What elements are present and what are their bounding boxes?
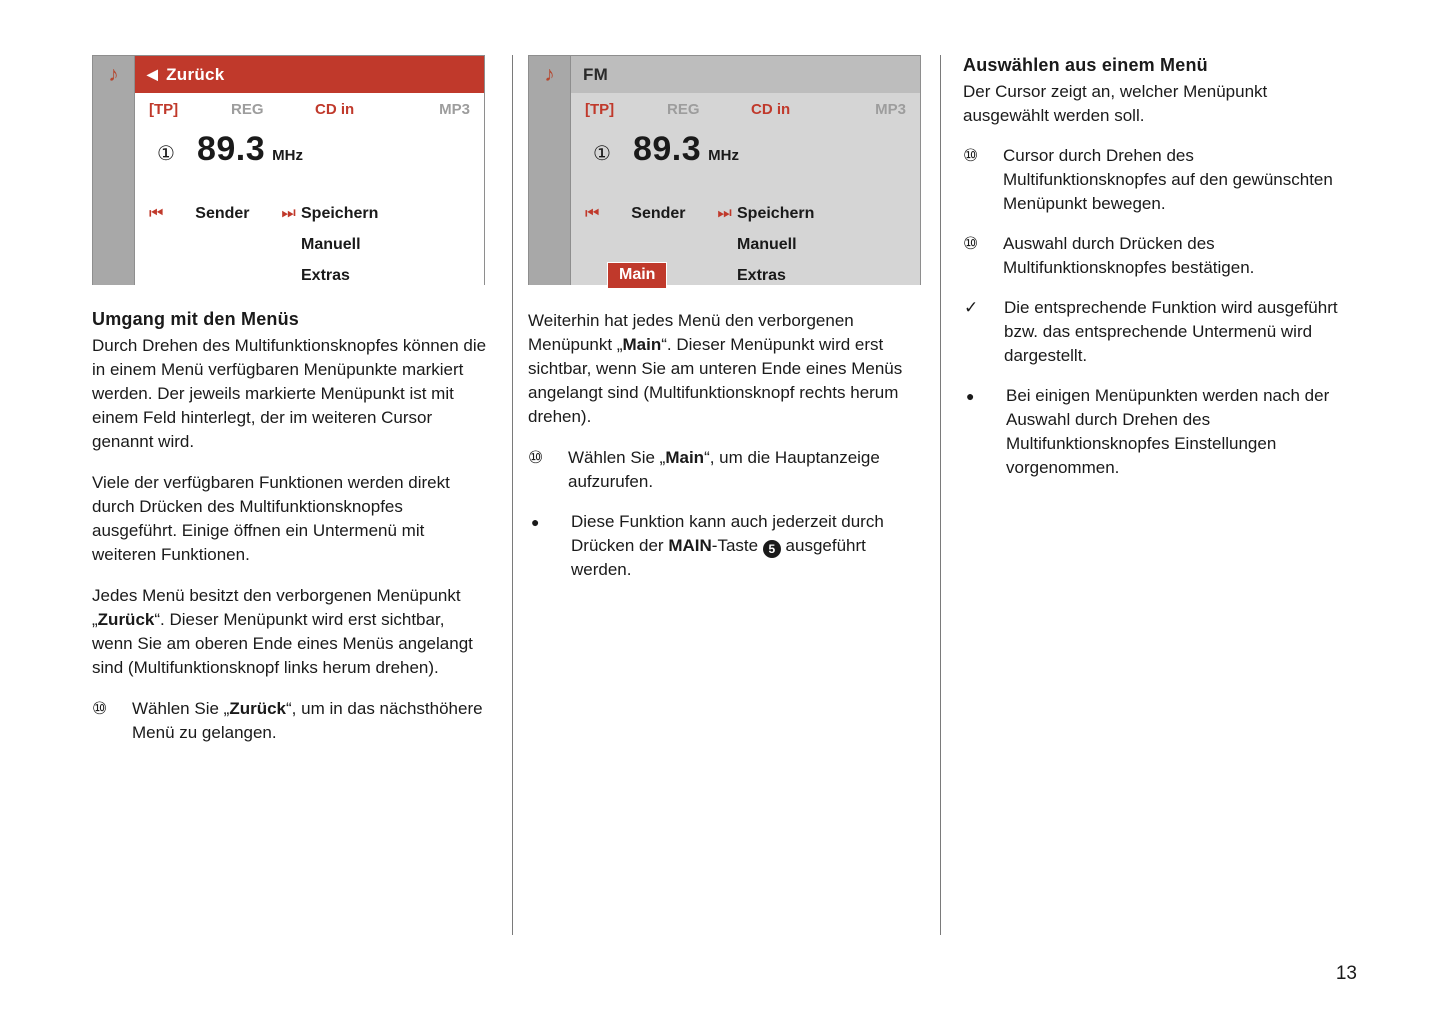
radio-title-fm[interactable] <box>571 56 920 93</box>
marker-circle-10: ⑩ <box>963 146 979 165</box>
marker-bullet-dot: ● <box>966 388 975 404</box>
menu-row-1 <box>571 198 920 229</box>
marker-bullet-dot: ● <box>531 514 540 530</box>
radio-display-zurueck <box>92 55 485 285</box>
paragraph-main-pre: Weiterhin hat jedes Menü den verborgenen Menüpunkt „ <box>528 311 854 354</box>
frequency-unit: MHz <box>708 147 739 164</box>
heading-auswaehlen: Auswählen aus einem Menü <box>963 55 1208 75</box>
status-mp3: MP3 <box>439 101 470 118</box>
radio-menu-rows <box>571 198 920 291</box>
radio-body <box>93 93 484 285</box>
menu-row-2 <box>135 229 484 260</box>
music-note-icon: ♪ <box>529 56 571 93</box>
frequency-value: 89.3 <box>632 130 702 168</box>
menu-item-extras[interactable]: Extras <box>737 266 786 284</box>
menu-row-3 <box>571 260 920 291</box>
music-note-icon: ♪ <box>93 56 135 93</box>
radio-title-bar <box>93 56 484 93</box>
bullet-pre: Wählen Sie „ <box>132 699 230 718</box>
paragraph-3-pre: Jedes Menü besitzt den verborgenen Menüpunkt „ <box>92 586 461 629</box>
bullet-text: Die entsprechende Funktion wird ausgeführt bzw. das entsprechende Untermenü wird dargestellt. <box>1004 298 1338 365</box>
radio-status-row <box>571 93 920 118</box>
menu-item-main-selected[interactable]: Main <box>607 262 667 289</box>
menu-label-sender[interactable]: Sender <box>195 204 250 222</box>
status-cdin: CD in <box>315 101 355 118</box>
bullet-pre: Diese Funktion kann auch jederzeit durch Drücken der <box>571 512 884 555</box>
bullet-pre: Wählen Sie „ <box>568 448 666 467</box>
preset-number: ① <box>593 143 611 165</box>
paragraph-main <box>528 309 920 429</box>
marker-circle-10: ⑩ <box>963 234 979 253</box>
marker-circle-10: ⑩ <box>92 699 108 718</box>
bullet-post: ausgeführt werden. <box>571 536 866 579</box>
list-item <box>963 144 1355 216</box>
menu-item-manuell[interactable]: Manuell <box>737 235 797 253</box>
paragraph-3-bold: Zurück <box>97 610 155 629</box>
menu-row-3 <box>135 260 484 291</box>
skip-previous-icon[interactable]: ⏮ <box>585 204 600 222</box>
paragraph-main-bold: Main <box>622 335 662 354</box>
menu-label-sender[interactable]: Sender <box>631 204 686 222</box>
menu-item-extras[interactable]: Extras <box>301 266 350 284</box>
preset-number: ① <box>157 143 175 165</box>
radio-screen-fm <box>571 93 920 285</box>
marker-circle-10: ⑩ <box>528 448 544 467</box>
list-item <box>963 384 1355 480</box>
bullet-bold: Main <box>665 448 705 467</box>
bullet-bold: MAIN <box>668 536 712 555</box>
list-item <box>963 232 1355 280</box>
radio-body-fm <box>529 93 920 285</box>
menu-item-speichern[interactable]: Speichern <box>301 204 379 222</box>
paragraph-cursor: Der Cursor zeigt an, welcher Menüpunkt ausgewählt werden soll. <box>963 82 1268 125</box>
radio-sidebar <box>529 93 571 285</box>
status-tp: [TP] <box>149 101 179 118</box>
bullet-list-middle <box>528 446 920 582</box>
status-reg: REG <box>231 101 264 118</box>
radio-menu-rows <box>135 198 484 291</box>
list-item <box>963 296 1355 368</box>
bullet-list-right <box>963 144 1355 480</box>
page-number: 13 <box>1335 963 1357 984</box>
column-divider-2 <box>940 55 941 935</box>
marker-check-icon: ✓ <box>964 298 979 317</box>
paragraph-3 <box>92 584 487 680</box>
radio-title-bar-fm <box>529 56 920 93</box>
skip-next-icon[interactable]: ⏭ <box>717 204 732 222</box>
paragraph-2: Viele der verfügbaren Funktionen werden direkt durch Drücken des Multifunktionsknopfes ausgeführt. Einige öffnen ein Untermenü mit weiteren Funktionen. <box>92 473 450 564</box>
list-item <box>92 697 487 745</box>
frequency-row <box>135 118 484 169</box>
status-tp: [TP] <box>585 101 615 118</box>
radio-display-fm <box>528 55 921 285</box>
radio-title-label: FM <box>583 64 609 84</box>
column-right <box>963 55 1355 496</box>
status-cdin: CD in <box>751 101 791 118</box>
column-left <box>92 55 487 761</box>
bullet-post: “, um die Hauptanzeige aufzurufen. <box>568 448 880 491</box>
status-reg: REG <box>667 101 700 118</box>
menu-row-1 <box>135 198 484 229</box>
list-item <box>528 446 920 494</box>
radio-status-row <box>135 93 484 118</box>
radio-screen <box>135 93 484 285</box>
list-item <box>528 510 920 582</box>
bullet-list-left <box>92 697 487 745</box>
bullet-post: “, um in das nächsthöhere Menü zu gelangen. <box>132 699 483 742</box>
key-badge-5: 5 <box>763 540 781 558</box>
back-arrow-icon: ◀ <box>147 65 159 82</box>
status-mp3: MP3 <box>875 101 906 118</box>
bullet-text: Auswahl durch Drücken des Multifunktionsknopfes bestätigen. <box>1003 234 1255 277</box>
column-divider-1 <box>512 55 513 935</box>
paragraph-main-post: “. Dieser Menüpunkt wird erst sichtbar, wenn Sie am unteren Ende eines Menüs angelangt sind (Multifunktionsknopf rechts herum drehen). <box>528 335 903 426</box>
bullet-text: Bei einigen Menüpunkten werden nach der Auswahl durch Drehen des Multifunktionsknopfes Einstellungen vorgenommen. <box>1006 386 1330 477</box>
radio-title-label: Zurück <box>166 64 225 84</box>
skip-previous-icon[interactable]: ⏮ <box>149 204 164 222</box>
column-middle <box>528 55 920 598</box>
paragraph-3-post: “. Dieser Menüpunkt wird erst sichtbar, wenn Sie am oberen Ende eines Menüs angelangt sind (Multifunktionsknopf links herum drehen). <box>92 610 473 677</box>
menu-item-speichern[interactable]: Speichern <box>737 204 815 222</box>
bullet-bold: Zurück <box>229 699 287 718</box>
menu-row-2 <box>571 229 920 260</box>
menu-item-manuell[interactable]: Manuell <box>301 235 361 253</box>
heading-umgang: Umgang mit den Menüs <box>92 309 300 329</box>
frequency-value: 89.3 <box>196 130 266 168</box>
radio-sidebar <box>93 93 135 285</box>
radio-title-selected[interactable] <box>135 56 484 93</box>
skip-next-icon[interactable]: ⏭ <box>281 204 296 222</box>
bullet-mid: -Taste <box>711 536 763 555</box>
paragraph-1: Durch Drehen des Multifunktionsknopfes können die in einem Menü verfügbaren Menüpunkte markiert werden. Der jeweils markierte Menüpunkt ist mit einem Feld hinterlegt, der im weiteren Cursor genannt wird. <box>92 336 487 451</box>
frequency-unit: MHz <box>272 147 303 164</box>
bullet-text: Cursor durch Drehen des Multifunktionsknopfes auf den gewünschten Menüpunkt bewegen. <box>1003 146 1333 213</box>
frequency-row <box>571 118 920 169</box>
